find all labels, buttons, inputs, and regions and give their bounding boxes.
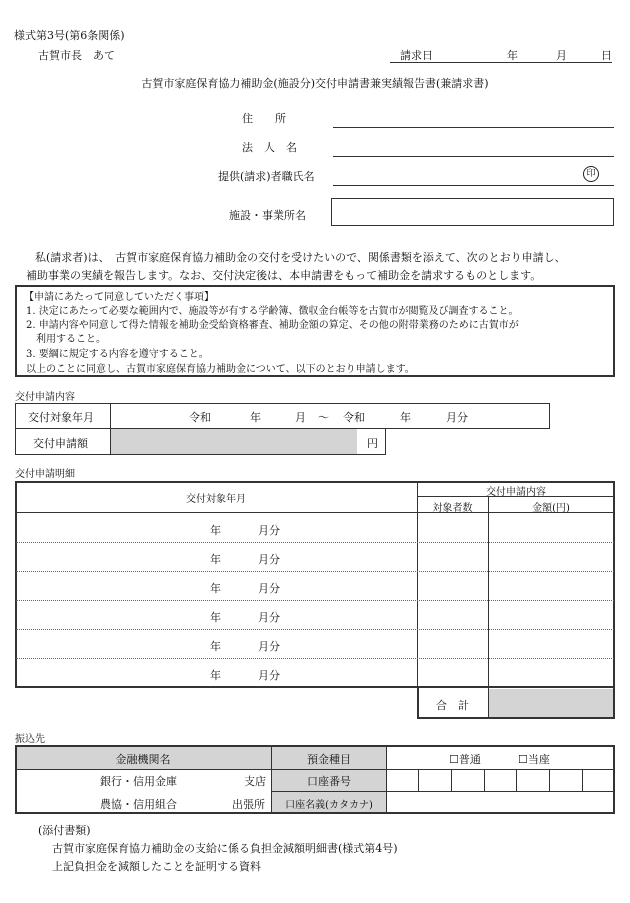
table-row-month: 月分 bbox=[258, 669, 280, 682]
row-separator bbox=[16, 542, 614, 543]
address-label: 住 所 bbox=[242, 112, 286, 125]
table-row-month: 月分 bbox=[258, 640, 280, 653]
addressee: 古賀市長 あて bbox=[38, 49, 115, 62]
details-section-label: 交付申請明細 bbox=[15, 469, 75, 480]
table-row-year: 年 bbox=[210, 582, 221, 595]
transfer-section-label: 振込先 bbox=[15, 734, 45, 745]
bank-type-line-1: 銀行・信用金庫 bbox=[100, 775, 177, 788]
consent-item-1: 1. 決定にあたって必要な範囲内で、施設等が有する学齢簿、徴収金台帳等を古賀市が閲覧及び調査すること。 bbox=[26, 306, 519, 317]
seal-mark: 印 bbox=[583, 166, 599, 182]
facility-field[interactable] bbox=[331, 198, 614, 226]
account-name-label: 口座名義(カタカナ) bbox=[285, 800, 373, 811]
period-reiwa-start: 令和 bbox=[189, 411, 211, 424]
provider-label: 提供(請求)者職氏名 bbox=[218, 170, 315, 183]
address-field[interactable] bbox=[333, 127, 614, 128]
target-period-label: 交付対象年月 bbox=[28, 411, 94, 424]
facility-label: 施設・事業所名 bbox=[229, 209, 306, 222]
period-year-start: 年 bbox=[250, 411, 261, 424]
transfer-row-divider-2 bbox=[271, 791, 615, 792]
col-header-period: 交付対象年月 bbox=[186, 494, 246, 505]
ordinary-checkbox[interactable]: ☐普通 bbox=[449, 753, 481, 766]
current-checkbox[interactable]: ☐当座 bbox=[518, 753, 550, 766]
row-separator bbox=[16, 571, 614, 572]
consent-conclusion: 以上のことに同意し、古賀市家庭保育協力補助金について、以下のとおり申請します。 bbox=[26, 364, 415, 375]
account-number-label: 口座番号 bbox=[307, 775, 351, 788]
bank-type-line-2: 農協・信用組合 bbox=[100, 798, 177, 811]
transfer-col-divider-2 bbox=[386, 745, 387, 814]
period-month-end: 月分 bbox=[446, 411, 468, 424]
bank-name-label: 金融機関名 bbox=[115, 753, 171, 766]
attachments-heading: (添付書類) bbox=[38, 824, 91, 837]
table-row-year: 年 bbox=[210, 611, 221, 624]
body-line-2: 補助事業の実績を報告します。なお、交付決定後は、本申請書をもって補助金を請求するものとします。 bbox=[26, 269, 542, 282]
form-number: 様式第3号(第6条関係) bbox=[14, 29, 125, 42]
col-header-count: 対象者数 bbox=[432, 503, 473, 514]
request-month-label: 月 bbox=[556, 49, 567, 62]
amount-field[interactable] bbox=[111, 429, 357, 454]
total-label: 合 計 bbox=[436, 699, 469, 712]
target-period-row bbox=[15, 403, 550, 429]
row-separator bbox=[16, 658, 614, 659]
row-separator bbox=[16, 629, 614, 630]
request-day-label: 日 bbox=[601, 49, 612, 62]
provider-field[interactable] bbox=[333, 185, 614, 186]
attachment-item-2: 上記負担金を減額したことを証明する資料 bbox=[52, 860, 261, 873]
period-reiwa-end: 令和 bbox=[343, 411, 365, 424]
period-month-start: 月 bbox=[295, 411, 306, 424]
page-title: 古賀市家庭保育協力補助金(施設分)交付申請書兼実績報告書(兼請求書) bbox=[141, 77, 489, 90]
table-row-month: 月分 bbox=[258, 582, 280, 595]
request-date-label: 請求日 bbox=[400, 49, 433, 62]
consent-item-2b: 利用すること。 bbox=[26, 334, 106, 345]
col-header-group: 交付申請内容 bbox=[486, 487, 546, 498]
total-amount-field[interactable] bbox=[489, 689, 613, 717]
corporation-label: 法 人 名 bbox=[242, 141, 297, 154]
table-row-year: 年 bbox=[210, 553, 221, 566]
table-row-month: 月分 bbox=[258, 611, 280, 624]
digit-cell-divider bbox=[484, 770, 485, 791]
digit-cell-divider bbox=[418, 770, 419, 791]
body-line-1: 私(請求者)は、 古賀市家庭保育協力補助金の交付を受けたいので、関係書類を添えて、次のとおり申請し、 bbox=[24, 251, 566, 264]
branch-label: 支店 bbox=[244, 775, 266, 788]
attachment-item-1: 古賀市家庭保育協力補助金の支給に係る負担金減額明細書(様式第4号) bbox=[52, 842, 398, 855]
consent-heading: 【申請にあたって同意していただく事項】 bbox=[24, 292, 214, 303]
table-row-year: 年 bbox=[210, 669, 221, 682]
office-label: 出張所 bbox=[232, 798, 265, 811]
digit-cell-divider bbox=[549, 770, 550, 791]
digit-cell-divider bbox=[582, 770, 583, 791]
period-tilde: ～ bbox=[318, 411, 329, 424]
table-row-year: 年 bbox=[210, 524, 221, 537]
amount-label: 交付申請額 bbox=[33, 437, 88, 450]
consent-item-3: 3. 要綱に規定する内容を遵守すること。 bbox=[26, 349, 209, 360]
request-date-underline bbox=[390, 62, 612, 63]
table-row-month: 月分 bbox=[258, 524, 280, 537]
table-row-month: 月分 bbox=[258, 553, 280, 566]
digit-cell-divider bbox=[451, 770, 452, 791]
digit-cell-divider bbox=[516, 770, 517, 791]
col-header-amount: 金額(円) bbox=[532, 503, 570, 514]
yen-unit: 円 bbox=[367, 437, 378, 450]
transfer-row-divider-1 bbox=[15, 769, 615, 770]
period-year-end: 年 bbox=[400, 411, 411, 424]
application-section-label: 交付申請内容 bbox=[15, 392, 75, 403]
corporation-field[interactable] bbox=[333, 156, 614, 157]
table-row-year: 年 bbox=[210, 640, 221, 653]
deposit-type-label: 預金種目 bbox=[307, 753, 351, 766]
row-separator bbox=[16, 600, 614, 601]
request-year-label: 年 bbox=[507, 49, 518, 62]
consent-item-2: 2. 申請内容や同意して得た情報を補助金受給資格審査、補助金額の算定、その他の附帯業務のために古賀市が bbox=[26, 320, 519, 331]
details-col-divider-2 bbox=[488, 496, 489, 719]
